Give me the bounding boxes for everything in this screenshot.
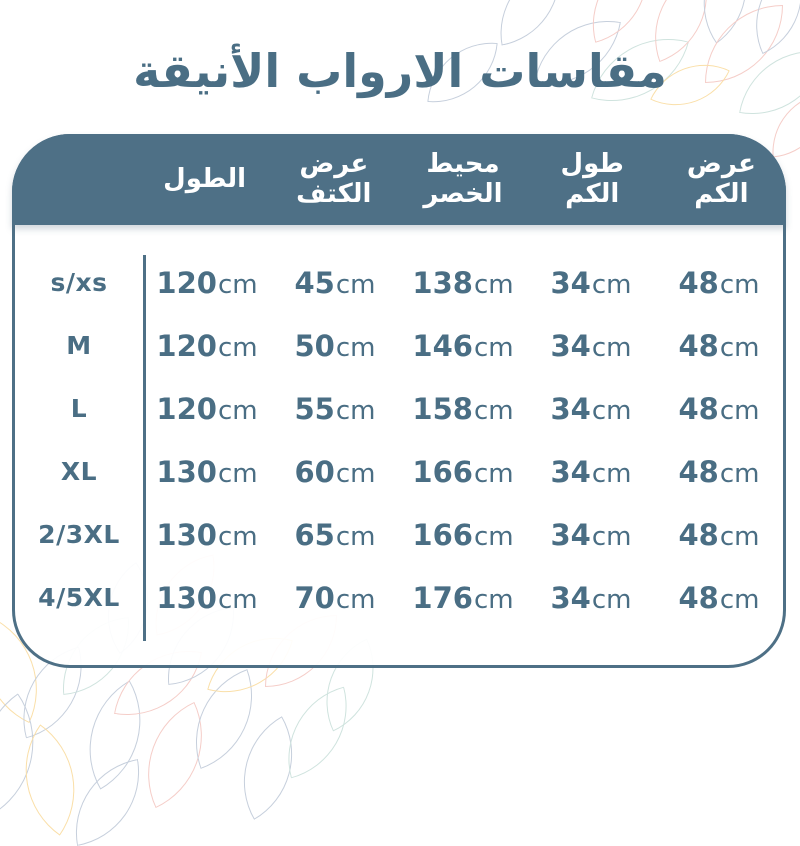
header-cell-waist-circumference: محيط الخصر: [423, 149, 503, 209]
table-row-4-5xl: [15, 566, 783, 629]
value-cell: 166cm: [412, 517, 514, 552]
value-cell: 176cm: [412, 580, 514, 615]
value-cell: 48cm: [678, 391, 760, 426]
column-divider-line: [143, 255, 146, 641]
value-cell: 130cm: [156, 454, 258, 489]
table-row-2-3xl: [15, 503, 783, 566]
size-label: L: [70, 394, 88, 423]
value-cell: 146cm: [412, 328, 514, 363]
size-label: s/xs: [50, 268, 108, 297]
value-cell: 60cm: [294, 454, 376, 489]
size-label: M: [66, 331, 92, 360]
value-cell: 55cm: [294, 391, 376, 426]
value-cell: 120cm: [156, 328, 258, 363]
value-cell: 120cm: [156, 265, 258, 300]
header-cell-sleeve-length: طول الكم: [560, 149, 624, 209]
table-row-l: [15, 377, 783, 440]
table-header-row: [12, 134, 786, 225]
page-title: مقاسات الارواب الأنيقة: [133, 44, 667, 98]
value-cell: 48cm: [678, 517, 760, 552]
value-cell: 48cm: [678, 265, 760, 300]
value-cell: 50cm: [294, 328, 376, 363]
value-cell: 34cm: [550, 391, 632, 426]
size-chart-table: [12, 134, 786, 668]
value-cell: 48cm: [678, 328, 760, 363]
value-cell: 34cm: [550, 328, 632, 363]
size-label: 2/3XL: [38, 520, 120, 549]
value-cell: 34cm: [550, 517, 632, 552]
header-cell-shoulder-width: عرض الكتف: [296, 149, 372, 209]
value-cell: 45cm: [294, 265, 376, 300]
header-cell-sleeve-width: عرض الكم: [686, 149, 756, 209]
table-row-m: [15, 314, 783, 377]
value-cell: 34cm: [550, 454, 632, 489]
value-cell: 120cm: [156, 391, 258, 426]
table-body: [15, 225, 783, 665]
value-cell: 130cm: [156, 517, 258, 552]
value-cell: 130cm: [156, 580, 258, 615]
table-row-xl: [15, 440, 783, 503]
table-row-sxs: [15, 251, 783, 314]
leaf-outline-icon: [64, 759, 151, 846]
header-cell-length: الطول: [163, 163, 247, 194]
value-cell: 138cm: [412, 265, 514, 300]
value-cell: 34cm: [550, 265, 632, 300]
value-cell: 166cm: [412, 454, 514, 489]
value-cell: 48cm: [678, 580, 760, 615]
value-cell: 70cm: [294, 580, 376, 615]
size-label: 4/5XL: [38, 583, 120, 612]
value-cell: 158cm: [412, 391, 514, 426]
value-cell: 65cm: [294, 517, 376, 552]
size-label: XL: [60, 457, 98, 486]
value-cell: 48cm: [678, 454, 760, 489]
value-cell: 34cm: [550, 580, 632, 615]
